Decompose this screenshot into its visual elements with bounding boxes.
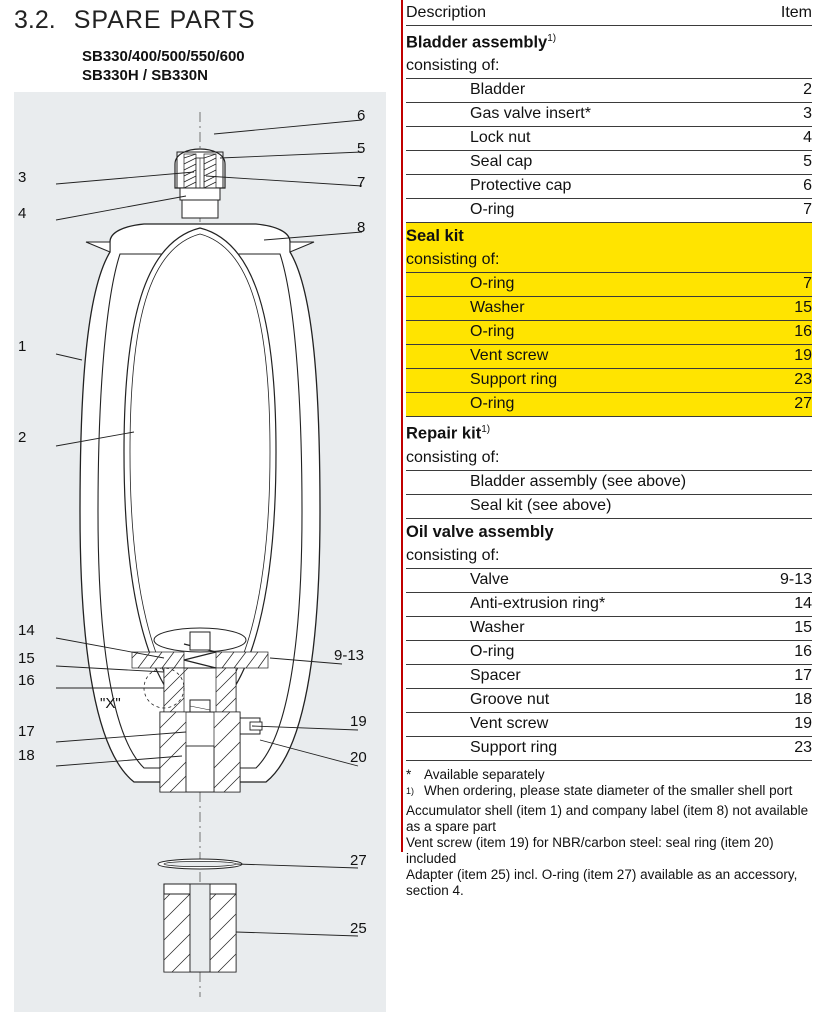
header-description: Description: [406, 2, 748, 26]
table-row: [406, 26, 812, 56]
part-description: Gas valve insert*: [406, 103, 748, 127]
part-item-number: [748, 223, 812, 250]
callout-label: 15: [18, 650, 35, 667]
footnote-plain: Adapter (item 25) incl. O-ring (item 27) available as an accessory, section 4.: [406, 867, 798, 899]
table-row: [406, 369, 812, 393]
part-item-number: [748, 494, 812, 518]
group-subtext: consisting of:: [406, 55, 748, 79]
table-row: [406, 223, 812, 250]
callout-label: 14: [18, 622, 35, 639]
part-item-number: 16: [748, 321, 812, 345]
table-row: [406, 568, 812, 592]
callout-label: 27: [350, 852, 367, 869]
part-description: Washer: [406, 297, 748, 321]
footnotes: [406, 767, 812, 900]
part-description: Seal kit (see above): [406, 494, 748, 518]
table-row: [406, 273, 812, 297]
part-description: Lock nut: [406, 127, 748, 151]
part-description: Vent screw: [406, 712, 748, 736]
cutaway-svg: [14, 92, 386, 1012]
callout-label: 4: [18, 205, 27, 222]
header-item: Item: [748, 2, 812, 26]
part-description: O-ring: [406, 393, 748, 417]
part-item-number: 17: [748, 664, 812, 688]
part-description: O-ring: [406, 273, 748, 297]
section-number: 3.2.: [14, 6, 56, 34]
callout-label: 1: [18, 338, 27, 355]
part-item-number: 9-13: [748, 568, 812, 592]
callout-label: 20: [350, 749, 367, 766]
table-row: [406, 55, 812, 79]
callout-label: 18: [18, 747, 35, 764]
table-body: [406, 26, 812, 761]
callout-label: 19: [350, 713, 367, 730]
part-item-number: 23: [748, 736, 812, 760]
part-item-number: 15: [748, 297, 812, 321]
callout-label: 6: [357, 107, 366, 124]
table-row: [406, 447, 812, 471]
part-description: O-ring: [406, 321, 748, 345]
part-description: Spacer: [406, 664, 748, 688]
accumulator-cutaway-drawing: [14, 92, 386, 1012]
group-subtext: consisting of:: [406, 545, 748, 569]
table-row: [406, 249, 812, 273]
footnote-plain: Vent screw (item 19) for NBR/carbon steel: seal ring (item 20) included: [406, 835, 774, 867]
footnote-text: Available separately: [424, 766, 545, 782]
model-line-2: SB330H / SB330N: [82, 67, 208, 84]
table-row: [406, 545, 812, 569]
table-row: [406, 518, 812, 545]
part-item-number: 2: [748, 79, 812, 103]
left-panel: [0, 0, 396, 1022]
group-heading: Seal kit: [406, 223, 748, 250]
table-header-row: [406, 2, 812, 26]
callout-label: "X": [100, 695, 121, 712]
table-row: [406, 494, 812, 518]
part-description: Groove nut: [406, 688, 748, 712]
part-item-number: [748, 447, 812, 471]
part-description: Protective cap: [406, 175, 748, 199]
part-item-number: [748, 545, 812, 569]
part-description: Support ring: [406, 736, 748, 760]
group-subtext: consisting of:: [406, 249, 748, 273]
group-heading: Repair kit$^{1)}$: [406, 424, 491, 443]
part-item-number: 15: [748, 616, 812, 640]
table-row: [406, 393, 812, 417]
part-description: O-ring: [406, 199, 748, 223]
callout-label: 17: [18, 723, 35, 740]
part-description: Seal cap: [406, 151, 748, 175]
callout-label: 5: [357, 140, 366, 157]
part-item-number: 7: [748, 273, 812, 297]
part-item-number: 6: [748, 175, 812, 199]
part-item-number: [748, 417, 812, 447]
callout-label: 25: [350, 920, 367, 937]
table-row: [406, 103, 812, 127]
footnote-marker: 1): [406, 785, 415, 796]
part-item-number: 4: [748, 127, 812, 151]
footnote-ref: 1): [547, 33, 557, 44]
callout-label: 9-13: [334, 647, 365, 664]
callout-label: 3: [18, 169, 27, 186]
part-item-number: 27: [748, 393, 812, 417]
table-row: [406, 688, 812, 712]
footnote: [406, 767, 812, 783]
part-item-number: 3: [748, 103, 812, 127]
table-row: [406, 640, 812, 664]
table-row: [406, 297, 812, 321]
model-line-1: SB330/400/500/550/600: [82, 48, 245, 65]
part-description: Vent screw: [406, 345, 748, 369]
part-description: Bladder assembly (see above): [406, 470, 748, 494]
callout-label: 7: [357, 174, 366, 191]
group-subtext: consisting of:: [406, 447, 748, 471]
table-row: [406, 345, 812, 369]
table-row: [406, 199, 812, 223]
part-item-number: 5: [748, 151, 812, 175]
callout-label: 2: [18, 429, 27, 446]
part-item-number: 19: [748, 345, 812, 369]
footnote-ref: 1): [481, 424, 491, 436]
part-item-number: 7: [748, 199, 812, 223]
footnote: [406, 783, 812, 804]
right-panel: [396, 0, 817, 1022]
part-description: O-ring: [406, 640, 748, 664]
part-description: Valve: [406, 568, 748, 592]
table-row: [406, 592, 812, 616]
group-heading: Bladder assembly$^{1)}$: [406, 33, 557, 52]
table-row: [406, 736, 812, 760]
footnote-text: When ordering, please state diameter of the smaller shell port: [424, 782, 793, 798]
part-item-number: [748, 249, 812, 273]
table-row: [406, 712, 812, 736]
table-row: [406, 321, 812, 345]
footnote-marker: *: [406, 766, 412, 782]
table-row: [406, 616, 812, 640]
spare-parts-table: [406, 2, 812, 761]
section-title: SPARE PARTS: [73, 6, 256, 34]
callout-label: 8: [357, 219, 366, 236]
table-row: [406, 470, 812, 494]
callout-label: 16: [18, 672, 35, 689]
footnote-plain: Accumulator shell (item 1) and company label (item 8) not available as a spare part: [406, 803, 809, 835]
model-list: [82, 47, 245, 85]
part-item-number: 19: [748, 712, 812, 736]
table-row: [406, 417, 812, 447]
table-row: [406, 79, 812, 103]
table-row: [406, 127, 812, 151]
part-description: Washer: [406, 616, 748, 640]
part-item-number: [748, 26, 812, 56]
table-row: [406, 664, 812, 688]
red-vertical-rule: [401, 0, 403, 852]
part-item-number: [748, 470, 812, 494]
page-title: [14, 6, 384, 35]
group-heading: Oil valve assembly: [406, 522, 554, 541]
part-item-number: [748, 518, 812, 545]
part-item-number: 18: [748, 688, 812, 712]
part-item-number: 14: [748, 592, 812, 616]
part-item-number: 16: [748, 640, 812, 664]
part-item-number: 23: [748, 369, 812, 393]
part-description: Bladder: [406, 79, 748, 103]
table-row: [406, 175, 812, 199]
table-row: [406, 151, 812, 175]
part-description: Support ring: [406, 369, 748, 393]
part-item-number: [748, 55, 812, 79]
part-description: Anti-extrusion ring*: [406, 592, 748, 616]
